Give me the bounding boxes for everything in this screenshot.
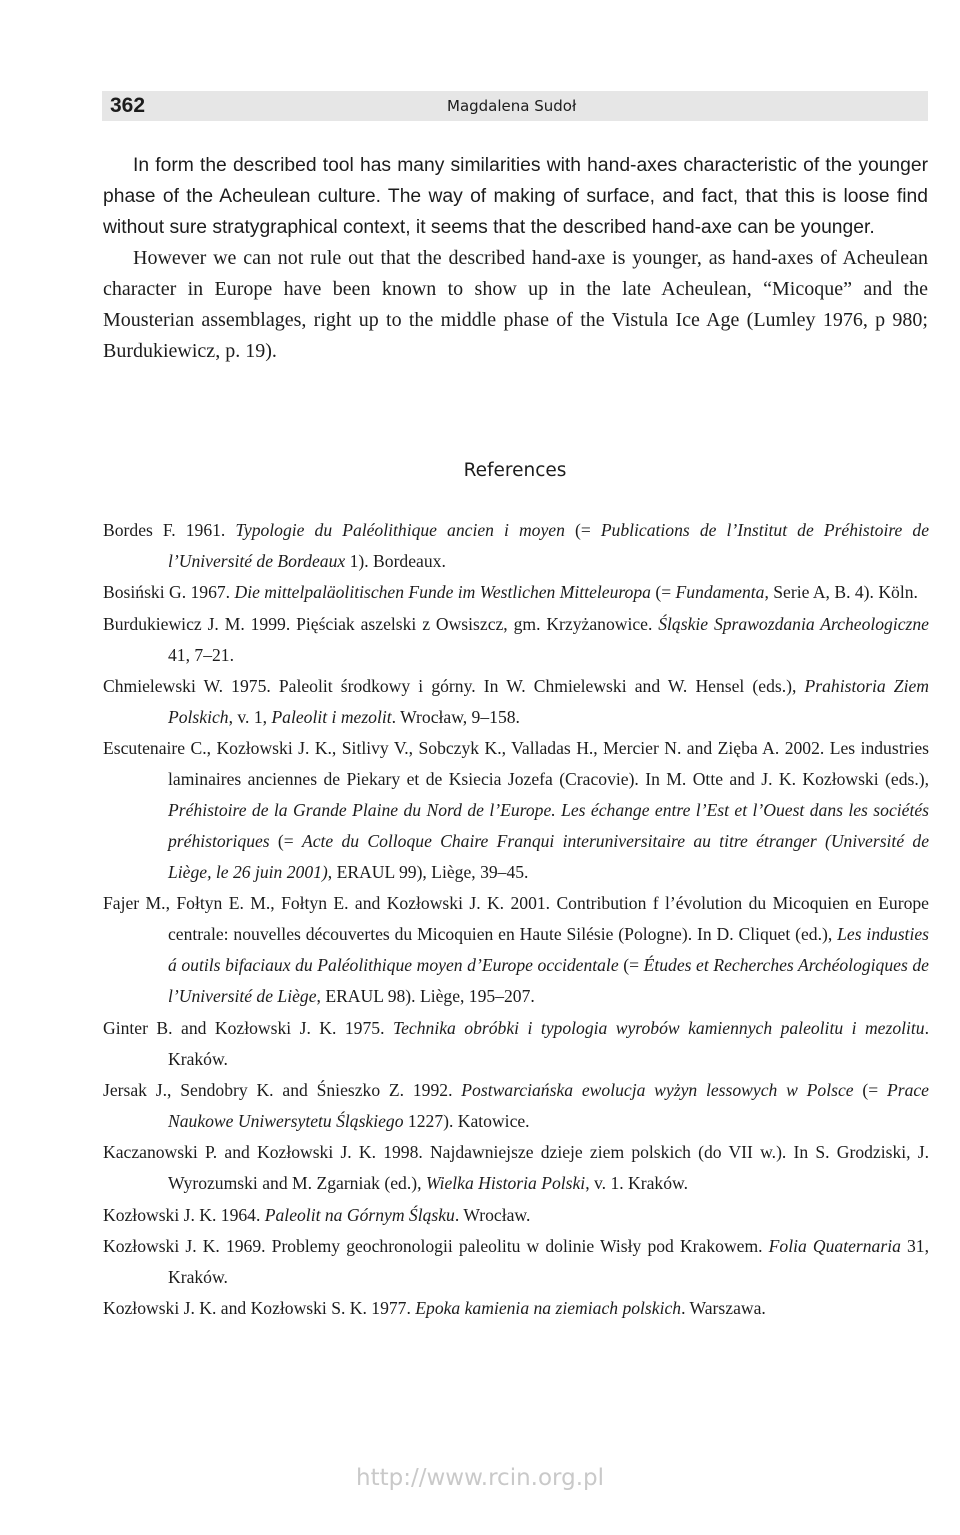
references-list xyxy=(103,515,929,1325)
ref-text: , v. 1, xyxy=(228,706,272,727)
ref-series: Prace Naukowe Uniwersytetu Śląskiego xyxy=(168,1080,929,1132)
ref-text: Bosiński G. 1967. xyxy=(103,582,235,603)
ref-text: (= xyxy=(269,831,302,852)
ref-title: Prahistoria Ziem Polskich xyxy=(168,675,929,727)
ref-text: (= xyxy=(564,520,601,540)
ref-text: Kaczanowski P. and Kozłowski J. K. 1998. Najdawniejsze dzieje ziem polskich (do VII w.). In S. Grodziski, J. Wyrozumski and M. Zgarniak (ed.), xyxy=(103,1142,929,1194)
reference-entry xyxy=(103,1013,929,1075)
ref-text: . Wrocław. xyxy=(454,1204,531,1225)
ref-text: . Wrocław, 9–158. xyxy=(391,706,520,727)
ref-text: , v. 1. Kraków. xyxy=(585,1173,688,1194)
watermark-url: http://www.rcin.org.pl xyxy=(356,1465,604,1491)
ref-title: Wielka Historia Polski xyxy=(425,1173,586,1194)
ref-text: (= xyxy=(618,955,644,976)
ref-title: Typologie du Paléolithique ancien i moyen xyxy=(235,520,565,540)
references-heading xyxy=(0,457,960,485)
body-paragraph-2-lead: However we can not rule out that the described hand-axe is younger, as hand-axes of xyxy=(133,247,837,269)
ref-text: 1). Bordeaux. xyxy=(345,551,446,571)
reference-entry xyxy=(103,1137,929,1199)
ref-title: Paleolit na Górnym Śląsku xyxy=(264,1204,455,1225)
ref-series: Publications de l’Institut de Préhistoire de l’Université de Bordeaux xyxy=(168,520,930,571)
body-text xyxy=(103,150,928,367)
ref-text: Kozłowski J. K. and Kozłowski S. K. 1977. xyxy=(103,1298,416,1319)
reference-entry xyxy=(103,733,929,888)
body-paragraph-2-rest: Acheulean character in Europe have been known to show up in the late Acheulean, “Micoque” and the Mousterian assemblages, right up to the middle phase of the Vistula Ice Age (Lumley 1976, p 980; Burdukiewicz, p. 19). xyxy=(103,247,928,362)
reference-entry xyxy=(103,1075,929,1137)
reference-entry xyxy=(103,577,929,608)
ref-title: Les industies á outils bifaciaux du Paléolithique moyen d’Europe occidentale xyxy=(168,924,929,976)
ref-text: Escutenaire C., Kozłowski J. K., Sitlivy V., Sobczyk K., Valladas H., Mercier N. and Zięba A. 2002. Les industries laminaires anciennes de Piekary et de Ksiecia Jozefa (Cracovie). In M. Otte and J. K. Kozłowski (eds.), xyxy=(103,738,929,790)
reference-entry xyxy=(103,1231,929,1293)
ref-title: Epoka kamienia na ziemiach polskich xyxy=(415,1298,682,1319)
ref-title: Śląskie Sprawozdania Archeologiczne xyxy=(658,613,929,634)
ref-series: Études et Recherches Archéologiques de l’Université de Liège xyxy=(168,955,929,1007)
ref-text: Fajer M., Fołtyn E. M., Fołtyn E. and Kozłowski J. K. 2001. Contribution f l’évolution du Micoquien en Europe centrale: nouvelles découvertes du Micoquien en Haute Silésie (Pologne). In D. Cliquet (ed.), xyxy=(103,893,929,945)
reference-entry xyxy=(103,888,929,1012)
ref-text: Burdukiewicz J. M. 1999. Pięściak aszelski z Owsiszcz, gm. Krzyżanowice. xyxy=(103,613,659,634)
ref-text: 31, Kraków. xyxy=(168,1235,930,1287)
reference-entry xyxy=(103,1200,929,1231)
ref-text: (= xyxy=(853,1080,887,1101)
ref-text: Jersak J., Sendobry K. and Śnieszko Z. 1992. xyxy=(103,1080,462,1101)
ref-text: 41, 7–21. xyxy=(168,644,234,665)
ref-series: Paleolit i mezolit xyxy=(271,706,392,727)
ref-series: Fundamenta xyxy=(675,582,765,603)
ref-text: Ginter B. and Kozłowski J. K. 1975. xyxy=(103,1017,393,1038)
ref-text: , ERAUL 99), Liège, 39–45. xyxy=(327,862,529,883)
ref-title: Postwarciańska ewolucja wyżyn lessowych w Polsce xyxy=(461,1080,854,1101)
body-paragraph-2 xyxy=(103,243,928,367)
ref-text: Kozłowski J. K. 1969. Problemy geochronologii paleolitu w dolinie Wisły pod Krakowem. xyxy=(103,1235,769,1256)
body-paragraph-1: In form the described tool has many similarities with hand-axes characteristic of the younger phase of the Acheulean culture. The way of making of surface, and fact, that this is loose find without sure stratygraphical context, it seems that the described hand-axe can be younger. xyxy=(103,155,928,238)
ref-title: Die mittelpaläolitischen Funde im Westlichen Mitteleuropa xyxy=(234,582,651,603)
ref-text: , Serie A, B. 4). Köln. xyxy=(764,582,918,603)
ref-title: Folia Quaternaria xyxy=(768,1235,901,1256)
ref-text: . Warszawa. xyxy=(681,1298,766,1319)
ref-text: 1227). Katowice. xyxy=(403,1111,530,1132)
running-head-author: Magdalena Sudoł xyxy=(447,97,577,115)
references-heading-text: References xyxy=(463,460,567,481)
ref-title: Technika obróbki i typologia wyrobów kamiennych paleolitu i mezolitu xyxy=(392,1017,925,1038)
ref-text: (= xyxy=(650,582,676,603)
reference-entry xyxy=(103,671,929,733)
ref-text: , ERAUL 98). Liège, 195–207. xyxy=(316,986,535,1007)
ref-series: Acte du Colloque Chaire Franqui interuniversitaire au titre étranger (Université de Liège, le 26 juin 2001) xyxy=(168,831,929,883)
page-number: 362 xyxy=(110,94,146,117)
reference-entry xyxy=(103,1293,929,1324)
reference-entry xyxy=(103,609,929,671)
ref-text: Bordes F. 1961. xyxy=(103,520,236,540)
ref-title: Préhistoire de la Grande Plaine du Nord de l’Europe. Les échange entre l’Est et l’Ouest dans les sociétés préhistoriques xyxy=(168,800,929,852)
reference-entry xyxy=(103,515,929,577)
ref-text: . Kraków. xyxy=(168,1017,929,1069)
ref-text: Chmielewski W. 1975. Paleolit środkowy i górny. In W. Chmielewski and W. Hensel (eds.), xyxy=(103,675,805,696)
ref-text: Kozłowski J. K. 1964. xyxy=(103,1204,265,1225)
